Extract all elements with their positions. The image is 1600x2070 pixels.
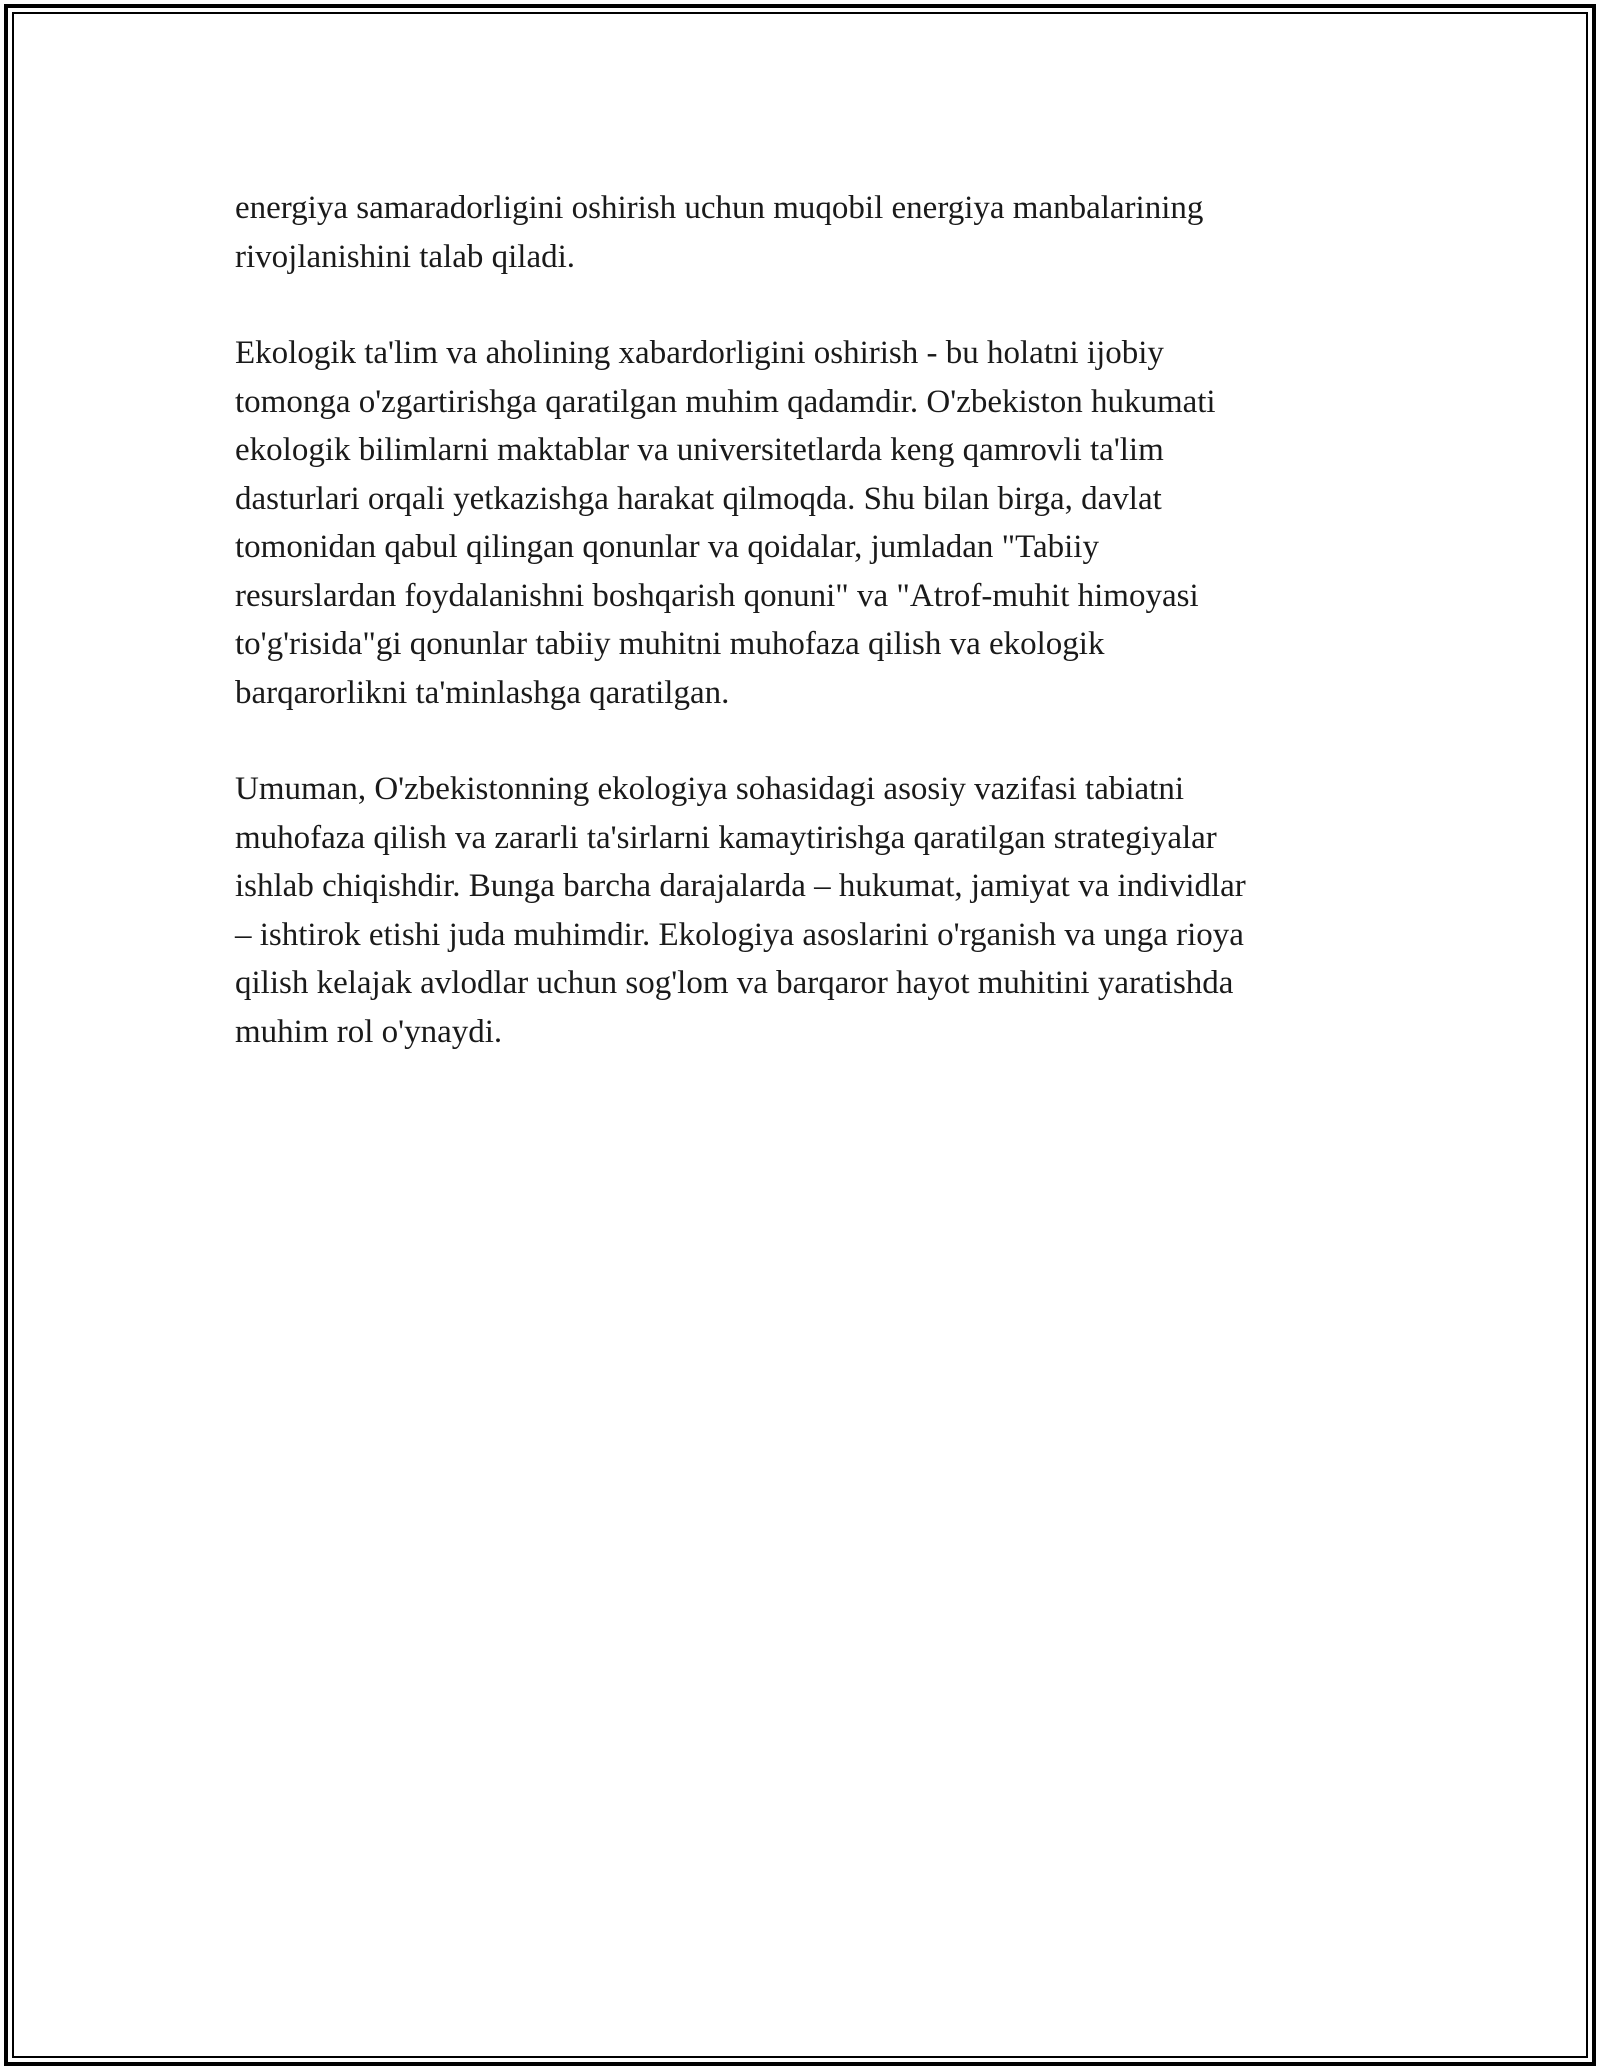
paragraph-education-laws: Ekologik ta'lim va aholining xabardorligini oshirish - bu holatni ijobiy tomonga o'zgartirishga qaratilgan muhim qadamdir. O'zbekiston hukumati ekologik bilimlarni maktablar va universitetlarda keng qamrovli ta'lim dasturlari orqali yetkazishga harakat qilmoqda. Shu bilan birga, davlat tomonidan qabul qilingan qonunlar va qoidalar, jumladan "Tabiiy resurslardan foydalanishni boshqarish qonuni" va "Atrof-muhit himoyasi to'g'risida"gi qonunlar tabiiy muhitni muhofaza qilish va ekologik barqarorlikni ta'minlashga qaratilgan. [235,335,1216,711]
paragraph-energy: energiya samaradorligini oshirish uchun muqobil energiya manbalarining rivojlanishini talab qiladi. [235,190,1204,275]
document-body [235,184,1370,1104]
paragraph-conclusion: Umuman, O'zbekistonning ekologiya sohasidagi asosiy vazifasi tabiatni muhofaza qilish va zararli ta'sirlarni kamaytirishga qaratilgan strategiyalar ishlab chiqishdir. Bunga barcha darajalarda – hukumat, jamiyat va individlar – ishtirok etishi juda muhimdir. Ekologiya asoslarini o'rganish va unga rioya qilish kelajak avlodlar uchun sog'lom va barqaror hayot muhitini yaratishda muhim rol o'ynaydi. [235,771,1246,1050]
